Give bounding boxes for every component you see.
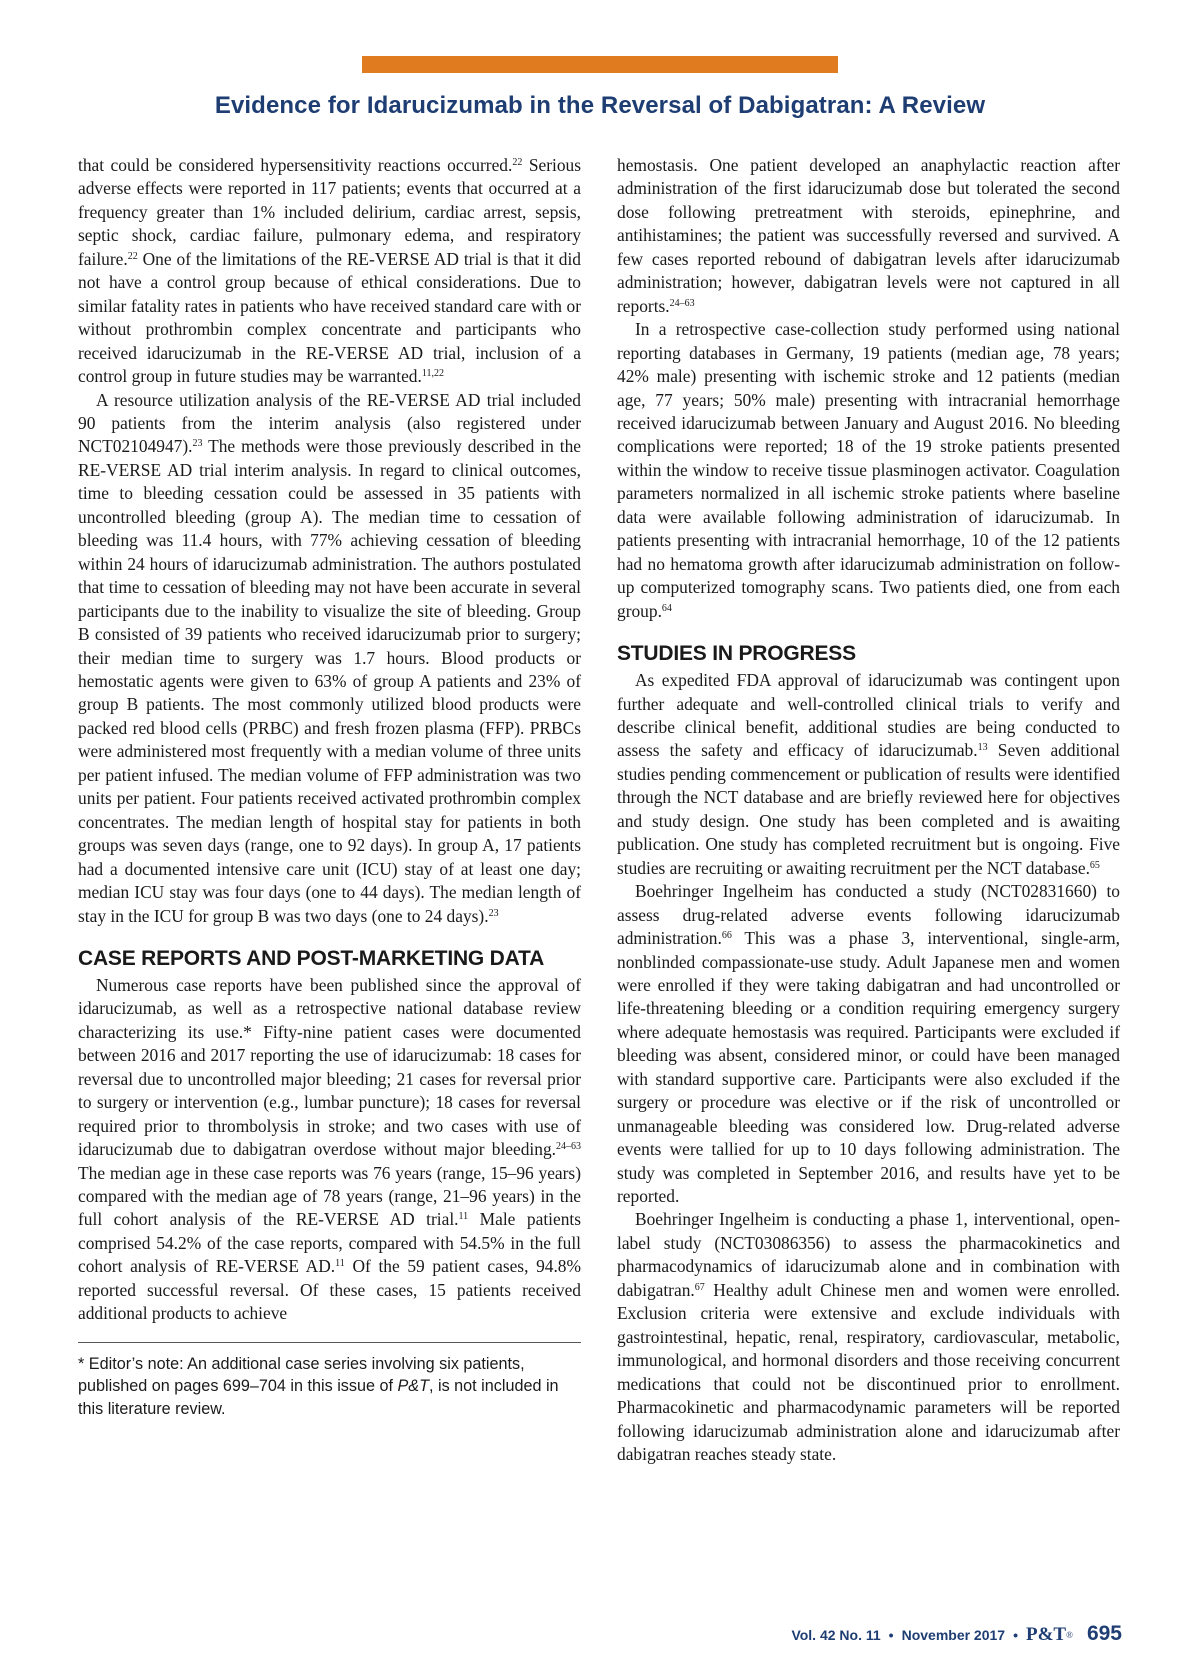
issue-volume: Vol. 42 No. 11	[791, 1627, 881, 1643]
left-column	[78, 154, 581, 1421]
citation: 11	[458, 1211, 469, 1223]
paragraph: As expedited FDA approval of idarucizumab was contingent upon further adequate and well-controlled clinical trials to verify and describe clinical benefit, additional studies are being conducted to assess the safety and efficacy of idarucizumab.$^{13}$ Seven additional studies pending commencement or publication of results were identified through the NCT database and are briefly reviewed here for objectives and study design. One study has been completed and is awaiting publication. One study has completed recruitment but is ongoing. Five studies are recruiting or awaiting recruitment per the NCT database.$^{65}$	[617, 670, 1120, 878]
journal-name: P&T®	[1026, 1624, 1073, 1645]
section-heading: STUDIES IN PROGRESS	[617, 642, 856, 666]
citation: 22	[512, 157, 523, 168]
right-column	[617, 154, 1120, 1466]
issue-date: November 2017	[901, 1627, 1006, 1643]
citation: 64	[661, 602, 672, 614]
citation: 24–63	[556, 1141, 581, 1153]
editor-footnote: * Editor’s note: An additional case series involving six patients, published on pages 699–704 in this issue of P&T, is not included in this literature review.	[78, 1354, 559, 1418]
section-heading: CASE REPORTS AND POST-MARKETING DATA	[78, 946, 545, 970]
paragraph: In a retrospective case-collection study performed using national reporting databases in Germany, 19 patients (median age, 78 years; 42% male) presenting with ischemic stroke and 12 patients (median age, 77 years; 50% male) presenting with intracranial hemorrhage received idarucizumab between January and August 2016. No bleeding complications were reported; 18 of the 19 stroke patients presented within the window to receive tissue plasminogen activator. Coagulation parameters normalized in all ischemic stroke patients where baseline data were available following administration of idarucizumab. In patients presenting with intracranial hemorrhage, 10 of the 12 patients had no hematoma growth after idarucizumab administration on follow-up computerized tomography scans. Two patients died, one from each group.$^{64}$	[617, 319, 1120, 621]
citation: 65	[1089, 859, 1100, 871]
citation: 23	[192, 438, 203, 450]
citation: 13	[977, 742, 988, 754]
citation: 22	[127, 250, 138, 262]
page-footer	[791, 1622, 1122, 1646]
paragraph: Boehringer Ingelheim is conducting a phase 1, interventional, open-label study (NCT03086356) to assess the pharmacokinetics and pharmacodynamics of idarucizumab alone and in combination with dabigatran.$^{67}$ Healthy adult Chinese men and women were enrolled. Exclusion criteria were extensive and exclude individuals with gastrointestinal, hepatic, renal, respiratory, cardiovascular, metabolic, immunological, and hormonal disorders and those receiving concurrent medications that could not be discontinued prior to enrollment. Pharmacokinetic and pharmacodynamic parameters will be reported following idarucizumab administration alone and idarucizumab after dabigatran reaches steady state.	[617, 1209, 1120, 1465]
footnote-divider	[78, 1342, 581, 1343]
citation: 11	[335, 1258, 345, 1270]
citation: 67	[694, 1281, 705, 1293]
citation: 24–63	[669, 297, 695, 309]
separator: •	[888, 1627, 894, 1643]
paragraph: that could be considered hypersensitivity reactions occurred.$^{22}$ Serious adverse effects were reported in 117 patients; events that occurred at a frequency greater than 1% included delirium, cardiac arrest, sepsis, septic shock, cardiac failure, pulmonary edema, and respiratory failure.$^{22}$ One of the limitations of the RE-VERSE AD trial is that it did not have a control group because of ethical considerations. Due to similar fatality rates in patients who have received standard care with or without prothrombin complex concentrate and participants who received idarucizumab in the RE-VERSE AD trial, inclusion of a control group in future studies may be warranted.$^{11,22}$	[78, 155, 581, 387]
paragraph: hemostasis. One patient developed an anaphylactic reaction after administration of the first idarucizumab dose but tolerated the second dose following pretreatment with steroids, epinephrine, and antihistamines; the patient was successfully reversed and survived. A few cases reported rebound of dabigatran levels after idarucizumab administration; however, dabigatran levels were not captured in all reports.$^{24-63}$	[617, 155, 1120, 316]
paragraph: Numerous case reports have been published since the approval of idarucizumab, as well as a retrospective national database review characterizing its use.* Fifty-nine patient cases were documented between 2016 and 2017 reporting the use of idarucizumab: 18 cases for reversal due to uncontrolled major bleeding; 21 cases for reversal prior to surgery or intervention (e.g., lumbar puncture); 18 cases for reversal required prior to thrombolysis in stroke; and two cases with use of idarucizumab due to dabigatran overdose without major bleeding.$^{24-63}$ The median age in these case reports was 76 years (range, 15–96 years) compared with the median age of 78 years (range, 21–96 years) in the full cohort analysis of the RE-VERSE AD trial.$^{11}$ Male patients comprised 54.2% of the case reports, compared with 54.5% in the full cohort analysis of RE-VERSE AD.$^{11}$ Of the 59 patient cases, 94.8% reported successful reversal. Of these cases, 15 patients received additional products to achieve	[78, 974, 581, 1324]
accent-bar	[362, 56, 838, 73]
citation: 66	[721, 930, 732, 942]
page-number: 695	[1086, 1622, 1122, 1645]
citation: 23	[488, 907, 499, 919]
citation: 11,22	[421, 368, 444, 380]
separator: •	[1013, 1627, 1018, 1643]
paragraph: A resource utilization analysis of the RE-VERSE AD trial included 90 patients from the interim analysis (also registered under NCT02104947).$^{23}$ The methods were those previously described in the RE-VERSE AD trial interim analysis. In regard to clinical outcomes, time to bleeding cessation could be assessed in 35 patients with uncontrolled bleeding (group A). The median time to cessation of bleeding was 11.4 hours, with 77% achieving cessation of bleeding within 24 hours of idarucizumab administration. The authors postulated that time to cessation of bleeding may not have been accurate in several participants due to the inability to visualize the site of bleeding. Group B consisted of 39 patients who received idarucizumab prior to surgery; their median time to surgery was 1.7 hours. Blood products or hemostatic agents were given to 63% of group A patients and 23% of group B patients. The most commonly utilized blood products were packed red blood cells (PRBC) and fresh frozen plasma (FFP). PRBCs were administered most frequently with a median volume of three units per patient infused. The median volume of FFP administration was two units per patient. Four patients received activated prothrombin complex concentrates. The median length of hospital stay for patients in both groups was seven days (range, one to 92 days). In group A, 17 patients had a documented intensive care unit (ICU) stay of at least one day; median ICU stay was four days (one to 44 days). The median length of stay in the ICU for group B was two days (one to 24 days).$^{23}$	[78, 389, 581, 926]
running-title: Evidence for Idarucizumab in the Reversal of Dabigatran: A Review	[214, 92, 986, 119]
paragraph: Boehringer Ingelheim has conducted a study (NCT02831660) to assess drug-related adverse events following idarucizumab administration.$^{66}$ This was a phase 3, interventional, single-arm, nonblinded compassionate-use study. Adult Japanese men and women were enrolled if they were taking dabigatran and had uncontrolled or life-threatening bleeding or a condition requiring emergency surgery where adequate hemostasis was required. Participants were excluded if bleeding was absent, considered minor, or could have been managed with standard supportive care. Participants were also excluded if the surgery or procedure was elective or if the risk of uncontrolled or unmanageable bleeding was considered low. Drug-related adverse events were tallied for up to 10 days following administration. The study was completed in September 2016, and results have yet to be reported.	[617, 881, 1120, 1207]
